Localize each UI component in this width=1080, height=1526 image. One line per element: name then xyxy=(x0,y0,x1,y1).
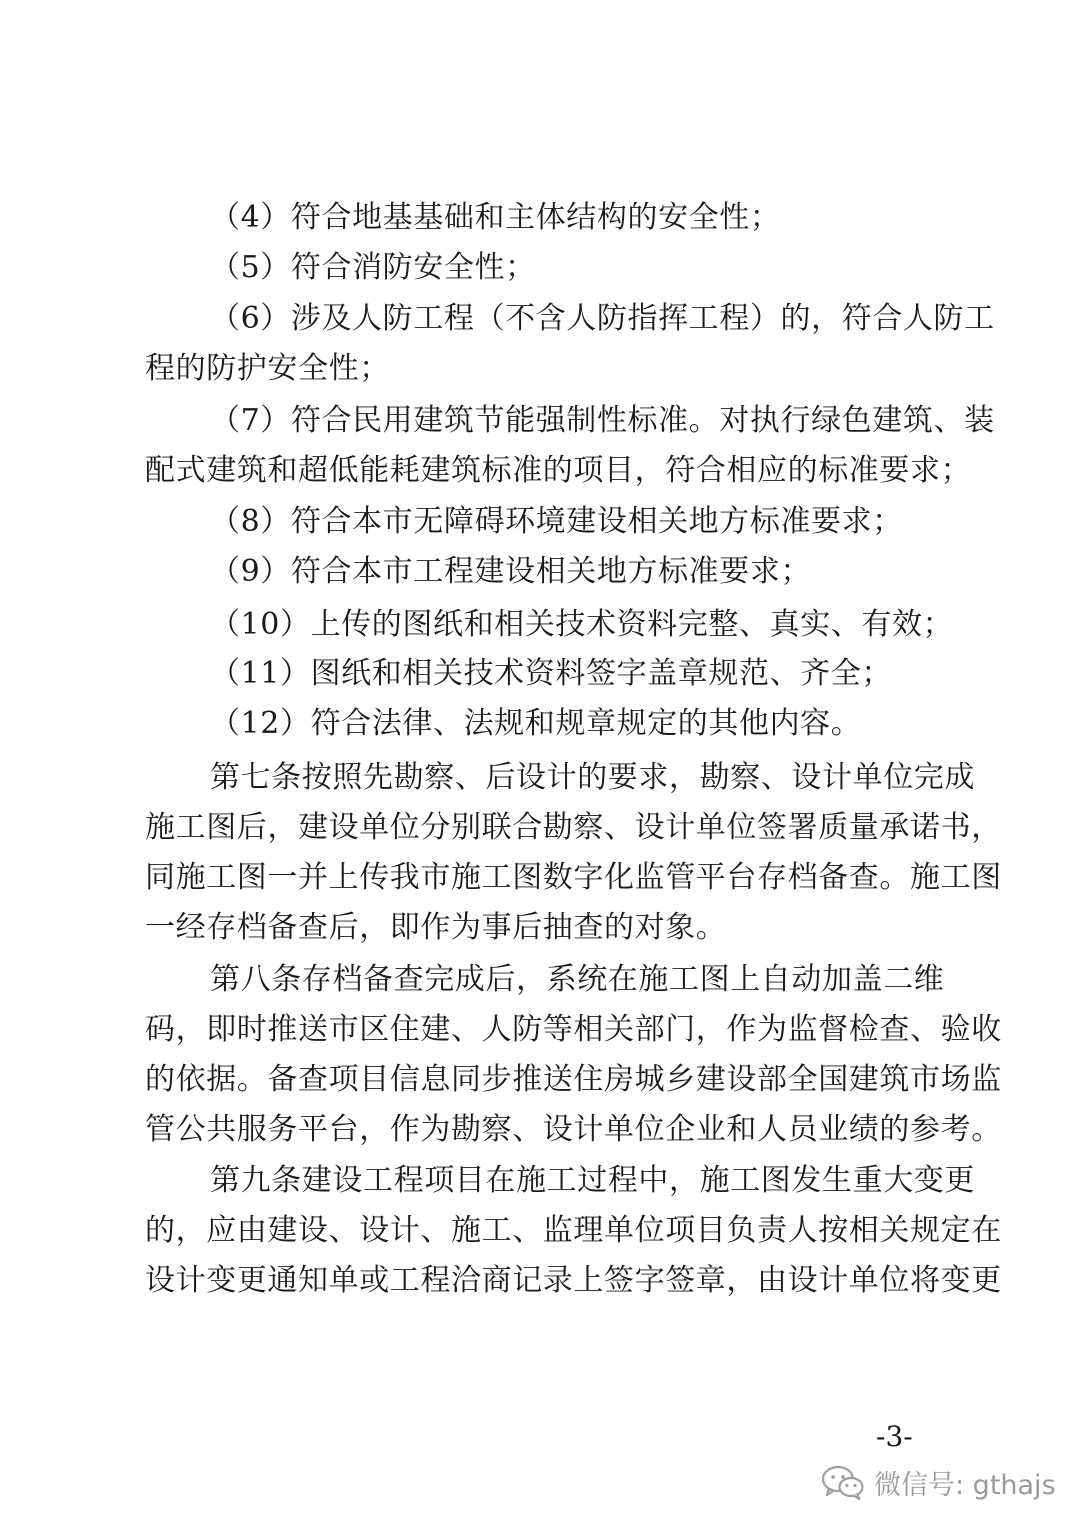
list-item-8: （8）符合本市无障碍环境建设相关地方标准要求； xyxy=(210,504,903,539)
list-item-11: （11）图纸和相关技术资料签字盖章规范、齐全； xyxy=(210,656,892,691)
article-8-line-2: 码，即时推送市区住建、人防等相关部门，作为监督检查、验收 xyxy=(145,1012,1002,1047)
list-item-5: （5）符合消防安全性； xyxy=(210,250,536,285)
article-8-line-3: 的依据。备查项目信息同步推送住房城乡建设部全国建筑市场监 xyxy=(145,1062,1002,1097)
article-7-line-1: 第七条按照先勘察、后设计的要求，勘察、设计单位完成 xyxy=(210,760,975,795)
list-item-6-line-1: （6）涉及人防工程（不含人防指挥工程）的，符合人防工 xyxy=(210,301,995,336)
article-7-line-4: 一经存档备查后，即作为事后抽查的对象。 xyxy=(145,910,727,945)
list-item-7-line-1: （7）符合民用建筑节能强制性标准。对执行绿色建筑、装 xyxy=(210,403,995,438)
list-item-9: （9）符合本市工程建设相关地方标准要求； xyxy=(210,554,812,589)
article-8-line-1: 第八条存档备查完成后，系统在施工图上自动加盖二维 xyxy=(210,962,945,997)
article-9-line-1: 第九条建设工程项目在施工过程中，施工图发生重大变更 xyxy=(210,1163,975,1198)
list-item-10: （10）上传的图纸和相关技术资料完整、真实、有效； xyxy=(210,607,954,642)
wechat-icon xyxy=(820,1463,866,1501)
page-number: -3- xyxy=(876,1420,913,1453)
article-7-line-3: 同施工图一并上传我市施工图数字化监管平台存档备查。施工图 xyxy=(145,860,1002,895)
list-item-6-line-2: 程的防护安全性； xyxy=(145,351,390,386)
article-9-line-2: 的，应由建设、设计、施工、监理单位项目负责人按相关规定在 xyxy=(145,1213,1002,1248)
article-7-line-2: 施工图后，建设单位分别联合勘察、设计单位签署质量承诺书， xyxy=(145,810,1002,845)
list-item-7-line-2: 配式建筑和超低能耗建筑标准的项目，符合相应的标准要求； xyxy=(145,453,972,488)
wechat-watermark xyxy=(820,1462,1056,1502)
watermark-text: 微信号: gthajs xyxy=(874,1469,1056,1501)
list-item-12: （12）符合法律、法规和规章规定的其他内容。 xyxy=(210,706,862,741)
article-8-line-4: 管公共服务平台，作为勘察、设计单位企业和人员业绩的参考。 xyxy=(145,1112,1002,1147)
list-item-4: （4）符合地基基础和主体结构的安全性； xyxy=(210,200,781,235)
article-9-line-3: 设计变更通知单或工程洽商记录上签字签章，由设计单位将变更 xyxy=(145,1263,1002,1298)
